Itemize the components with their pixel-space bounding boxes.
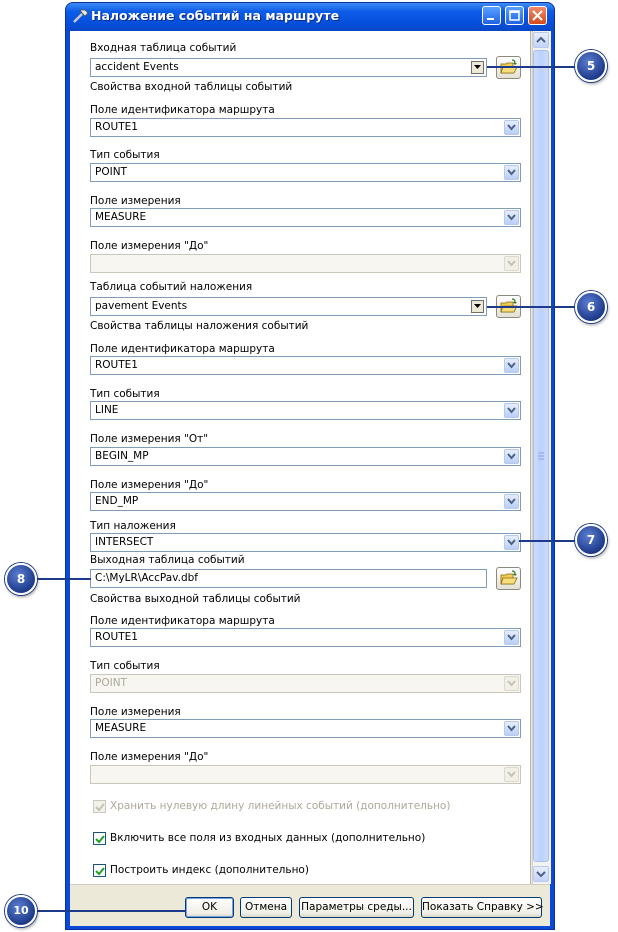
window-title: Наложение событий на маршруте: [91, 8, 340, 23]
overlay-route-id-combo[interactable]: [90, 356, 521, 375]
zero-length-label: Хранить нулевую длину линейных событий (дополнительно): [110, 800, 451, 812]
overlay-table-value: pavement Events: [95, 300, 188, 312]
chevron-down-icon: [507, 169, 516, 176]
chevron-down-icon: [507, 539, 516, 546]
show-help-button[interactable]: Показать Справку >>: [421, 897, 542, 918]
checkmark-icon: [95, 834, 105, 844]
overlay-event-type-dropdown[interactable]: [504, 403, 519, 418]
overlay-route-id-label: Поле идентификатора маршрута: [90, 343, 275, 355]
maximize-icon: [506, 7, 523, 24]
chevron-down-icon: [507, 362, 516, 369]
output-measure-combo[interactable]: [90, 719, 521, 738]
input-to-measure-dropdown: [504, 256, 519, 271]
scroll-thumb[interactable]: [533, 50, 549, 862]
output-event-type-combo: [90, 674, 521, 693]
overlay-table-combo[interactable]: [90, 297, 487, 316]
output-table-label: Выходная таблица событий: [90, 554, 245, 566]
input-to-measure-combo: [90, 254, 521, 273]
minimize-icon: [483, 7, 500, 24]
include-all-fields-label[interactable]: Включить все поля из входных данных (дополнительно): [110, 832, 426, 844]
output-table-props-label: Свойства выходной таблицы событий: [90, 593, 301, 605]
close-icon: [529, 7, 546, 24]
cancel-button[interactable]: Отмена: [240, 897, 292, 918]
hammer-icon: [72, 8, 90, 24]
callout-5: 5: [575, 50, 607, 82]
input-route-id-combo[interactable]: [90, 118, 521, 137]
overlay-from-measure-label: Поле измерения "От": [90, 433, 209, 445]
callout-10-leader: [36, 910, 186, 912]
triangle-down-icon: [474, 65, 482, 70]
chevron-down-icon: [507, 498, 516, 505]
chevron-up-icon: [534, 33, 548, 47]
overlay-to-measure-label: Поле измерения "До": [90, 479, 209, 491]
output-measure-label: Поле измерения: [90, 706, 181, 718]
minimize-button[interactable]: [482, 6, 501, 25]
callout-7-leader: [519, 540, 577, 542]
overlay-type-label: Тип наложения: [90, 520, 176, 532]
input-route-id-value: ROUTE1: [95, 121, 138, 133]
callout-8-leader: [36, 578, 91, 580]
overlay-from-measure-value: BEGIN_MP: [95, 450, 149, 462]
maximize-button[interactable]: [505, 6, 524, 25]
callout-10: 10: [5, 895, 37, 927]
zero-length-checkbox: [93, 800, 106, 813]
output-to-measure-label: Поле измерения "До": [90, 751, 209, 763]
overlay-event-type-value: LINE: [95, 404, 119, 416]
callout-8: 8: [5, 563, 37, 595]
input-table-label: Входная таблица событий: [90, 42, 237, 54]
output-table-value: C:\MyLR\AccPav.dbf: [95, 572, 198, 584]
overlay-table-dropdown[interactable]: [471, 300, 484, 313]
overlay-from-measure-combo[interactable]: [90, 447, 521, 466]
overlay-table-label: Таблица событий наложения: [90, 281, 253, 293]
input-event-type-label: Тип события: [90, 149, 160, 161]
checkmark-icon: [95, 802, 105, 812]
scroll-down-button[interactable]: [533, 866, 549, 882]
overlay-to-measure-dropdown[interactable]: [504, 494, 519, 509]
input-table-dropdown[interactable]: [471, 61, 484, 74]
overlay-type-combo[interactable]: [90, 533, 521, 552]
ok-button[interactable]: OK: [185, 897, 234, 918]
chevron-down-icon: [534, 867, 548, 881]
output-measure-dropdown[interactable]: [504, 721, 519, 736]
overlay-to-measure-combo[interactable]: [90, 492, 521, 511]
output-table-input[interactable]: [90, 569, 487, 588]
overlay-route-id-value: ROUTE1: [95, 359, 138, 371]
overlay-type-dropdown[interactable]: [504, 535, 519, 550]
chevron-down-icon: [507, 453, 516, 460]
environments-button[interactable]: Параметры среды...: [299, 897, 414, 918]
input-measure-label: Поле измерения: [90, 195, 181, 207]
build-index-checkbox[interactable]: [93, 864, 106, 877]
output-table-browse-button[interactable]: [496, 567, 521, 590]
close-button[interactable]: [528, 6, 547, 25]
chevron-down-icon: [507, 680, 516, 687]
input-measure-dropdown[interactable]: [504, 210, 519, 225]
input-event-type-value: POINT: [95, 166, 127, 178]
callout-6: 6: [575, 291, 607, 323]
input-event-type-combo[interactable]: [90, 163, 521, 182]
chevron-down-icon: [507, 260, 516, 267]
grip-icon: [534, 451, 548, 461]
chevron-down-icon: [507, 725, 516, 732]
overlay-type-value: INTERSECT: [95, 536, 154, 548]
output-to-measure-dropdown: [504, 767, 519, 782]
output-event-type-dropdown: [504, 676, 519, 691]
triangle-down-icon: [474, 304, 482, 309]
input-event-type-dropdown[interactable]: [504, 165, 519, 180]
input-route-id-dropdown[interactable]: [504, 120, 519, 135]
callout-6-leader: [487, 306, 577, 308]
overlay-event-type-label: Тип события: [90, 388, 160, 400]
output-to-measure-combo: [90, 765, 521, 784]
checkmark-icon: [95, 866, 105, 876]
output-measure-value: MEASURE: [95, 722, 147, 734]
chevron-down-icon: [507, 407, 516, 414]
build-index-label[interactable]: Построить индекс (дополнительно): [110, 864, 309, 876]
overlay-from-measure-dropdown[interactable]: [504, 449, 519, 464]
input-measure-value: MEASURE: [95, 211, 147, 223]
output-route-id-dropdown[interactable]: [504, 630, 519, 645]
overlay-table-props-label: Свойства таблицы наложения событий: [90, 320, 309, 332]
output-route-id-combo[interactable]: [90, 628, 521, 647]
callout-5-leader: [487, 66, 577, 68]
input-measure-combo[interactable]: [90, 208, 521, 227]
output-route-id-value: ROUTE1: [95, 631, 138, 643]
callout-7: 7: [575, 524, 607, 556]
output-event-type-value: POINT: [95, 677, 127, 689]
overlay-route-id-dropdown[interactable]: [504, 358, 519, 373]
input-to-measure-label: Поле измерения "До": [90, 240, 209, 252]
input-route-id-label: Поле идентификатора маршрута: [90, 104, 275, 116]
overlay-event-type-combo[interactable]: [90, 401, 521, 420]
input-table-props-label: Свойства входной таблицы событий: [90, 81, 293, 93]
overlay-to-measure-value: END_MP: [95, 495, 139, 507]
output-event-type-label: Тип события: [90, 660, 160, 672]
include-all-fields-checkbox[interactable]: [93, 832, 106, 845]
chevron-down-icon: [507, 124, 516, 131]
chevron-down-icon: [507, 634, 516, 641]
input-table-combo[interactable]: [90, 58, 487, 77]
scroll-up-button[interactable]: [533, 32, 549, 48]
open-folder-icon: [500, 570, 518, 587]
input-table-value: accident Events: [95, 61, 179, 73]
output-route-id-label: Поле идентификатора маршрута: [90, 615, 275, 627]
chevron-down-icon: [507, 214, 516, 221]
chevron-down-icon: [507, 771, 516, 778]
